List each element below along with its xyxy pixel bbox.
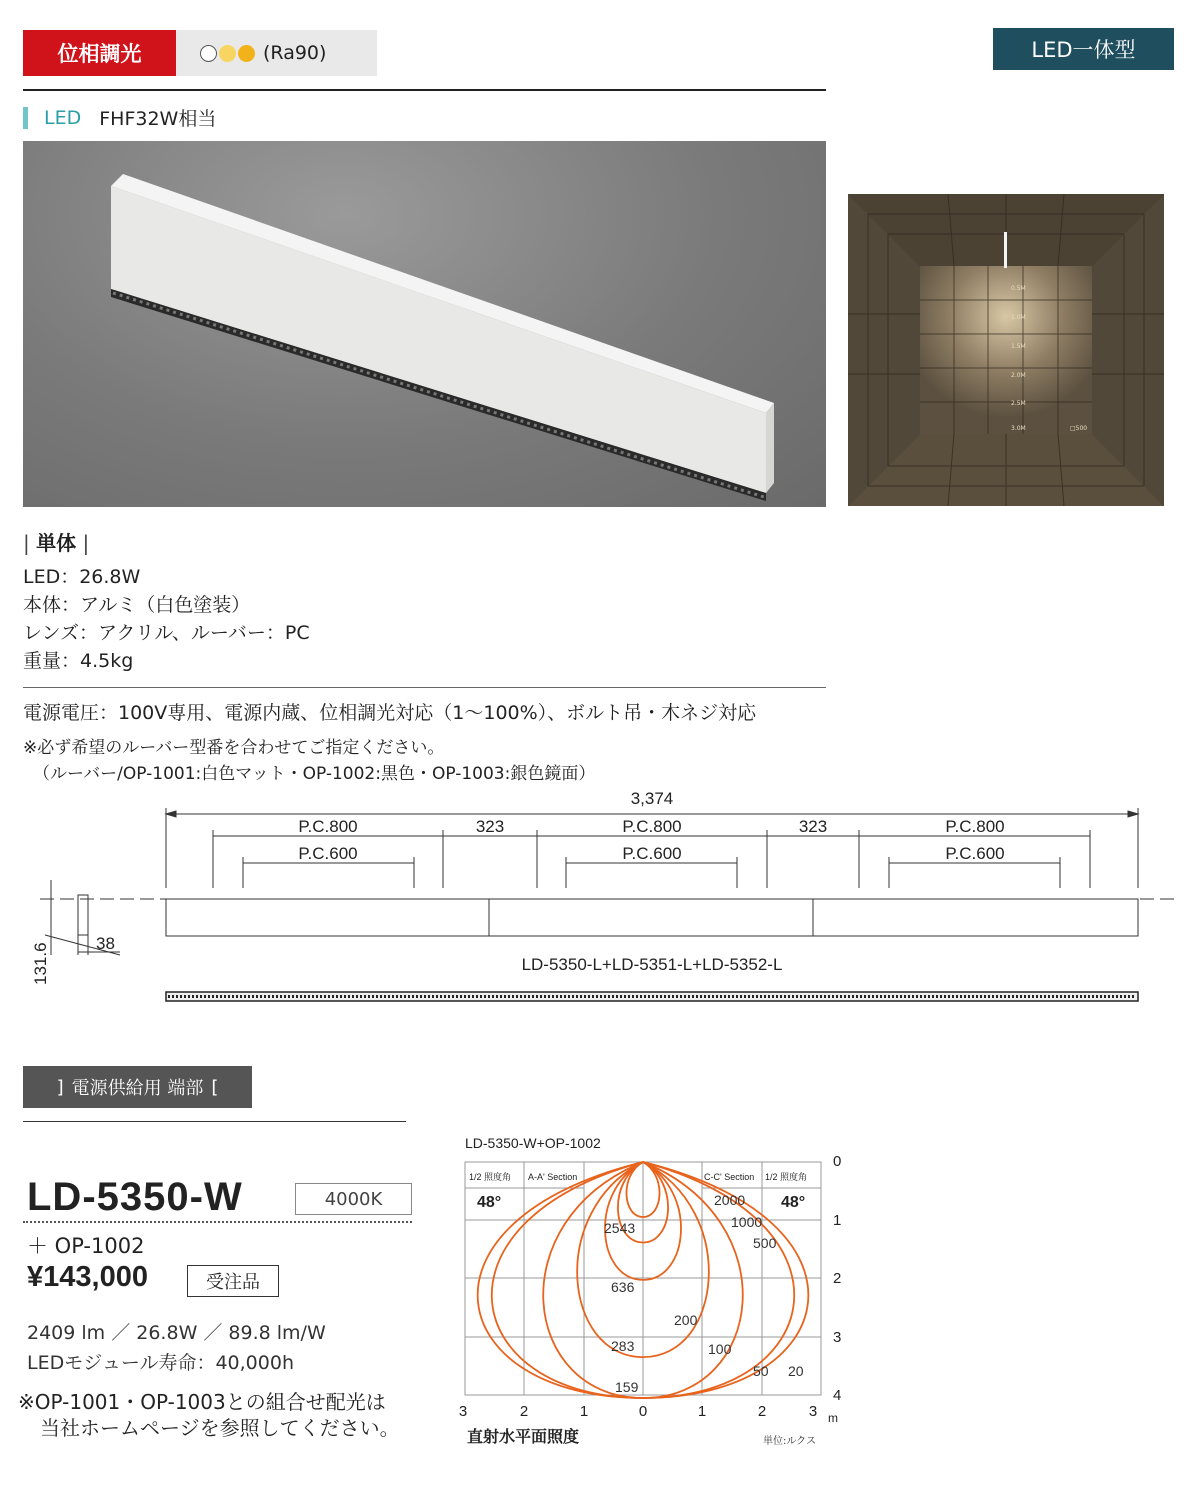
x-tick: 1 — [579, 1403, 589, 1420]
gap-label: 323 — [475, 817, 505, 836]
room-label: □500 — [1070, 425, 1088, 432]
pc600-label: P.C.600 — [622, 844, 682, 863]
y-tick: 4 — [833, 1387, 842, 1404]
total-length: 3,374 — [630, 789, 674, 808]
pc800-label: P.C.800 — [298, 817, 358, 836]
isolux-value: 500 — [753, 1235, 777, 1251]
isolux-value: 2000 — [714, 1192, 746, 1208]
half-angle-label: 1/2 照度角 — [469, 1172, 512, 1182]
isolux-value: 50 — [753, 1363, 769, 1379]
dimension-drawing — [0, 780, 1200, 1020]
width-label: 38 — [96, 934, 115, 953]
unit-note: 単位:ルクス — [763, 1436, 817, 1447]
spec-line: 本体：アルミ（白色塗装） — [23, 594, 251, 616]
center-value: 636 — [611, 1279, 635, 1295]
isolux-value: 20 — [788, 1363, 804, 1379]
product-photo — [23, 141, 826, 507]
chart-title: LD-5350-W+OP-1002 — [465, 1135, 601, 1151]
louver-strip — [166, 992, 1138, 1001]
room-label: 2.5M — [1011, 400, 1026, 407]
price: ¥143,000 — [27, 1261, 148, 1293]
x-tick: 3 — [458, 1403, 468, 1420]
half-angle-value: 48° — [477, 1194, 502, 1211]
assembly-label: LD-5350-L+LD-5351-L+LD-5352-L — [521, 955, 783, 974]
louver-options: （ルーバー/OP-1001:白色マット・OP-1002:黒色・OP-1003:銀色鏡面） — [33, 764, 596, 784]
led-label: LED — [44, 106, 82, 129]
accent-bar — [23, 107, 28, 129]
spec-line: 重量：4.5kg — [23, 650, 134, 672]
option-code: ＋ OP-1002 — [27, 1234, 145, 1258]
pc600-label: P.C.600 — [945, 844, 1005, 863]
isolux-chart — [455, 1130, 865, 1450]
room-label: 0.5M — [1011, 285, 1026, 292]
spec-list — [23, 563, 310, 675]
header-rule — [23, 89, 826, 91]
led-life: LEDモジュール寿命：40,000h — [27, 1352, 294, 1374]
isolux-value: 200 — [674, 1312, 698, 1328]
y-tick: 1 — [833, 1212, 842, 1229]
isolux-value: 100 — [708, 1341, 732, 1357]
room-label: 1.5M — [1011, 343, 1026, 350]
louver-note: ※必ず希望のルーバー型番を合わせてご指定ください。 — [23, 738, 445, 758]
section-title: | 単体 | — [23, 531, 90, 555]
amber-dot-icon — [238, 45, 255, 62]
room-label: 2.0M — [1011, 372, 1026, 379]
spec-line: LED：26.8W — [23, 566, 141, 588]
x-tick: 2 — [519, 1403, 529, 1420]
pc600-label: P.C.600 — [298, 844, 358, 863]
gap-label: 323 — [798, 817, 828, 836]
performance: 2409 lm ／ 26.8W ／ 89.8 lm/W — [27, 1322, 326, 1344]
x-axis-label: 直射水平面照度 — [467, 1427, 580, 1446]
y-tick: 3 — [833, 1329, 842, 1346]
room-label: 3.0M — [1011, 425, 1026, 432]
footnote — [18, 1389, 400, 1441]
half-angle-label: 1/2 照度角 — [765, 1172, 808, 1182]
x-tick: 2 — [757, 1403, 767, 1420]
dotted-rule — [23, 1221, 412, 1223]
room-label: 1.0M — [1011, 314, 1026, 321]
y-tick: 0 — [833, 1153, 842, 1170]
ra-label: (Ra90) — [263, 42, 327, 64]
footnote-line: 当社ホームページを参照してください。 — [40, 1416, 400, 1440]
white-dot-icon — [200, 45, 217, 62]
dimming-tag: 位相調光 — [23, 30, 176, 76]
color-tag — [176, 30, 377, 76]
spec-line: レンズ：アクリル、ルーバー：PC — [23, 622, 310, 644]
footnote-line: ※OP-1001・OP-1003との組合せ配光は — [18, 1390, 386, 1414]
color-temp: 4000K — [295, 1183, 412, 1215]
pc800-label: P.C.800 — [622, 817, 682, 836]
x-tick: 3 — [808, 1403, 818, 1420]
x-tick: 0 — [638, 1403, 648, 1420]
half-angle-value: 48° — [781, 1194, 806, 1211]
power-supply-title: ] 電源供給用 端部 [ — [23, 1066, 252, 1108]
pc800-label: P.C.800 — [945, 817, 1005, 836]
product-rule — [23, 1121, 406, 1122]
center-value: 283 — [611, 1338, 635, 1354]
spec-rule — [23, 687, 826, 688]
y-unit: m — [828, 1411, 838, 1425]
y-tick: 2 — [833, 1270, 842, 1287]
warm-dot-icon — [219, 45, 236, 62]
isolux-value: 1000 — [731, 1214, 763, 1230]
section-label: C-C' Section — [704, 1172, 755, 1182]
model-number: LD-5350-W — [27, 1175, 243, 1219]
x-tick: 1 — [697, 1403, 707, 1420]
type-badge: LED一体型 — [993, 28, 1174, 70]
section-label: A-A' Section — [528, 1172, 578, 1182]
order-badge: 受注品 — [187, 1265, 279, 1297]
room-render — [848, 194, 1164, 506]
center-value: 159 — [615, 1379, 639, 1395]
led-equivalence — [23, 104, 216, 131]
height-label: 131.6 — [31, 942, 50, 985]
power-spec: 電源電圧：100V専用、電源内蔵、位相調光対応（1〜100%）、ボルト吊・木ネジ対応 — [23, 702, 757, 724]
center-value: 2543 — [604, 1220, 636, 1236]
led-equiv: FHF32W相当 — [99, 108, 217, 130]
